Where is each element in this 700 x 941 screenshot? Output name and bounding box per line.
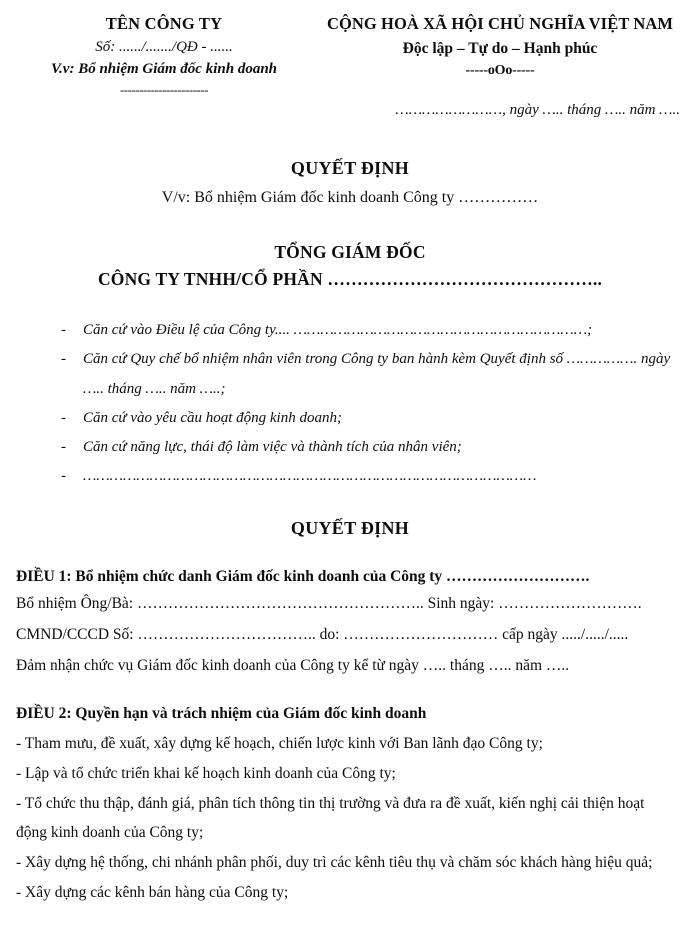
legal-basis-text: Căn cứ vào Điều lệ của Công ty.... …………………………………………………………; <box>83 322 593 339</box>
legal-basis-item <box>16 316 684 345</box>
document-number: Số: ....../......./QĐ - ...... <box>95 38 233 55</box>
legal-basis-text: ………………………………………………………………………………………… <box>83 468 537 485</box>
legal-basis-item <box>16 404 684 433</box>
duty-item: - Tham mưu, đề xuất, xây dựng kế hoạch, chiến lược kinh với Ban lãnh đạo Công ty; <box>16 735 543 753</box>
duty-list <box>16 729 684 908</box>
bullet-marker: - <box>61 468 66 485</box>
date-line: ……………………, ngày ….. tháng ….. năm ….. <box>395 101 680 118</box>
bullet-marker: - <box>61 351 66 368</box>
issuer-role: TỔNG GIÁM ĐỐC <box>274 241 426 262</box>
appointee-name-line: Bổ nhiệm Ông/Bà: ……………………………………………….. Sinh ngày: ………………………. <box>16 594 642 612</box>
document-header <box>16 14 684 119</box>
decision-heading: QUYẾT ĐỊNH <box>290 517 410 538</box>
legal-basis-item <box>16 433 684 462</box>
appointee-id-line: CMND/CCCD Số: …………………………….. do: ………………………… cấp ngày ...../...../..... <box>16 625 629 643</box>
legal-basis-item <box>16 345 684 404</box>
ornament-divider: -----oOo----- <box>465 62 535 78</box>
bullet-marker: - <box>61 439 66 456</box>
page-title: QUYẾT ĐỊNH <box>290 157 410 178</box>
article-1 <box>16 565 684 681</box>
bullet-marker: - <box>61 409 66 426</box>
issuer-block <box>16 241 684 292</box>
duty-item: - Tổ chức thu thập, đánh giá, phân tích thông tin thị trường và đưa ra đề xuất, kiến nghị cải thiện hoạt động kinh doanh của Công ty; <box>16 794 645 842</box>
title-block <box>16 157 684 210</box>
page-subtitle: V/v: Bổ nhiệm Giám đốc kinh doanh Công ty …………… <box>161 189 539 207</box>
appointment-effective-line: Đảm nhận chức vụ Giám đốc kinh doanh của Công ty kể từ ngày ….. tháng ….. năm ….. <box>16 656 570 674</box>
legal-basis-text: Căn cứ vào yêu cầu hoạt động kinh doanh; <box>83 409 342 426</box>
article-2 <box>16 702 684 908</box>
national-title: CỘNG HOÀ XÃ HỘI CHỦ NGHĨA VIỆT NAM <box>326 14 674 33</box>
legal-basis-text: Căn cứ năng lực, thái độ làm việc và thành tích của nhân viên; <box>83 439 462 456</box>
article-2-title: ĐIỀU 2: Quyền hạn và trách nhiệm của Giám đốc kinh doanh <box>16 704 427 722</box>
header-left-column <box>16 14 316 97</box>
duty-item: - Xây dựng hệ thống, chi nhánh phân phối, duy trì các kênh tiêu thụ và chăm sóc khách hàng hiệu quả; <box>16 854 653 872</box>
legal-basis-list <box>16 316 684 492</box>
article-1-title: ĐIỀU 1: Bổ nhiệm chức danh Giám đốc kinh doanh của Công ty ………………………. <box>16 567 590 585</box>
bullet-marker: - <box>61 322 66 339</box>
legal-basis-text: Căn cứ Quy chế bổ nhiệm nhân viên trong Công ty ban hành kèm Quyết định số ……………. ngày ….. tháng ….. năm …..; <box>83 351 671 397</box>
issuer-company: CÔNG TY TNHH/CỔ PHẦN ……………………………………….. <box>97 269 603 290</box>
national-motto: Độc lập – Tự do – Hạnh phúc <box>402 39 598 57</box>
header-divider: ----------------------- <box>119 82 209 98</box>
duty-item: - Xây dựng các kênh bán hàng của Công ty; <box>16 883 289 901</box>
company-name: TÊN CÔNG TY <box>105 14 223 33</box>
legal-basis-item <box>16 462 684 491</box>
document-subject: V.v: Bổ nhiệm Giám đốc kinh doanh <box>50 61 278 78</box>
duty-item: - Lập và tổ chức triển khai kế hoạch kinh doanh của Công ty; <box>16 764 396 782</box>
header-right-column <box>316 14 684 119</box>
